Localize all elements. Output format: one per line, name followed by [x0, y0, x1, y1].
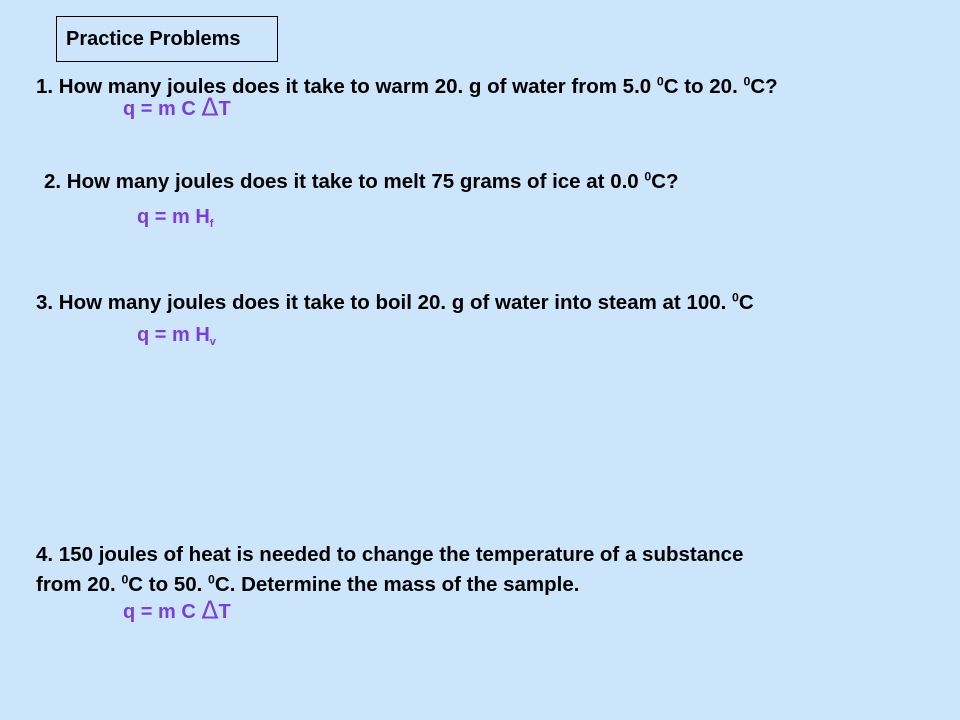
problem-4-text-c: C. Determine the mass of the sample. — [214, 573, 580, 596]
problem-1-formula-text: q = m C — [123, 98, 202, 120]
problem-1-degree-b: 0 — [743, 74, 751, 89]
delta-symbol: Δ — [201, 595, 219, 625]
problem-4-text-b: C to 50. — [128, 573, 209, 596]
problem-4-question-line-1 — [36, 543, 743, 567]
problem-4-formula-text: q = m C — [123, 601, 202, 623]
problem-2-formula — [137, 206, 213, 229]
problem-4-text-a: from 20. — [36, 573, 122, 596]
problem-2-text-a: 2. How many joules does it take to melt 75 grams of ice at 0.0 — [44, 170, 645, 193]
problem-4-formula — [123, 595, 231, 625]
problem-3-text-a: 3. How many joules does it take to boil 20. g of water into steam at 100. — [36, 291, 733, 314]
problem-4-question-line-2 — [36, 573, 579, 597]
problem-3-formula-text: q = m H — [137, 324, 210, 346]
problem-4-text-line-1: 4. 150 joules of heat is needed to change the temperature of a substance — [36, 543, 744, 566]
problem-3-formula-sub: v — [209, 335, 216, 348]
problem-1-formula — [123, 92, 231, 122]
problem-2-formula-text: q = m H — [137, 206, 210, 228]
problem-2-text-b: C? — [651, 170, 679, 193]
problem-2-question — [44, 170, 679, 194]
problem-1-degree-a: 0 — [656, 74, 664, 89]
problem-3-degree-a: 0 — [732, 290, 739, 305]
problem-4-degree-b: 0 — [208, 572, 215, 587]
delta-symbol: Δ — [201, 92, 219, 122]
problem-1-text-a: 1. How many joules does it take to warm 20. g of water from 5.0 — [36, 75, 657, 98]
problem-2-degree-a: 0 — [644, 169, 652, 184]
problem-1-formula-end: T — [218, 98, 231, 120]
problem-3-formula — [137, 324, 216, 347]
problem-3-question — [36, 291, 754, 315]
title-box — [56, 16, 278, 62]
problem-1-question — [36, 75, 778, 99]
problem-1-text-b: C to 20. — [663, 75, 744, 98]
problem-3-text-b: C — [738, 291, 754, 314]
problem-1-text-c: C? — [750, 75, 778, 98]
problem-4-formula-end: T — [218, 601, 231, 623]
problem-2-formula-sub: f — [209, 217, 214, 230]
problem-4-degree-a: 0 — [121, 572, 129, 587]
page-title: Practice Problems — [66, 27, 241, 50]
